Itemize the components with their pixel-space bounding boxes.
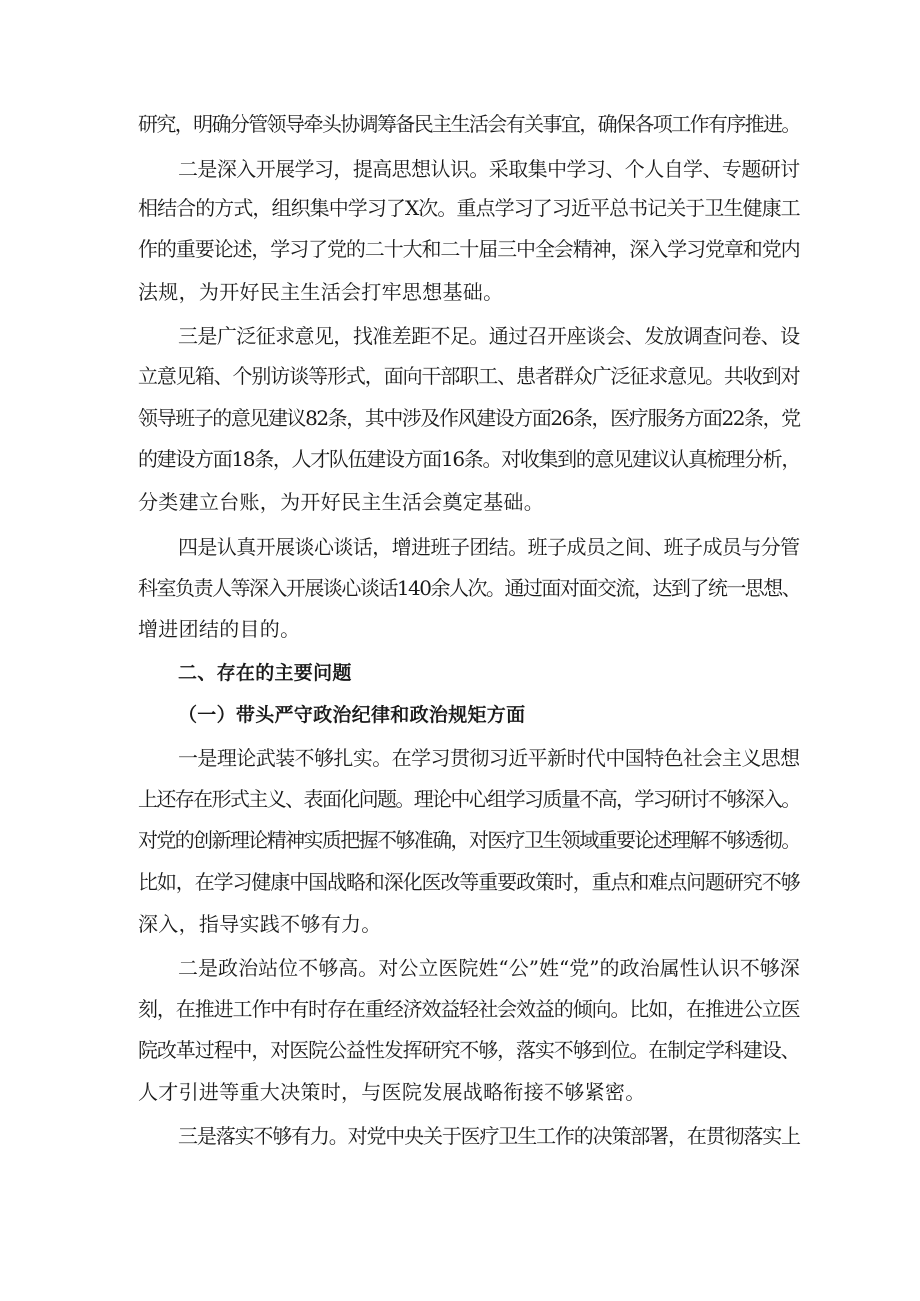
text-line: 分类建立台账，为开好民主生活会奠定基础。 [138, 490, 544, 514]
text-line: 增进团结的目的。 [138, 617, 301, 641]
text-line: 立意见箱、个别访谈等形式，面向干部职工、患者群众广泛征求意见。共收到对 [138, 364, 800, 388]
text-line: 三是广泛征求意见，找准差距不足。通过召开座谈会、发放调查问卷、设 [178, 324, 800, 348]
text-line: 相结合的方式，组织集中学习了X次。重点学习了习近平总书记关于卫生健康工 [138, 196, 800, 220]
section-heading: 二、存在的主要问题 [178, 662, 352, 684]
text-line: 二是深入开展学习，提高思想认识。采取集中学习、个人自学、专题研讨 [178, 157, 800, 181]
text-line: 深入，指导实践不够有力。 [138, 912, 382, 936]
text-line: 研究，明确分管领导牵头协调筹备民主生活会有关事宜，确保各项工作有序推进。 [138, 112, 800, 136]
subsection-heading: （一）带头严守政治纪律和政治规矩方面 [178, 704, 526, 726]
text-line: 刻，在推进工作中有时存在重经济效益轻社会效益的倾向。比如，在推进公立医 [138, 997, 800, 1021]
text-line: 科室负责人等深入开展谈心谈话140余人次。通过面对面交流，达到了统一思想、 [138, 576, 801, 600]
text-line: 上还存在形式主义、表面化问题。理论中心组学习质量不高，学习研讨不够深入。 [138, 787, 800, 811]
text-line: 作的重要论述，学习了党的二十大和二十届三中全会精神，深入学习党章和党内 [138, 237, 800, 261]
text-line: 院改革过程中，对医院公益性发挥研究不够，落实不够到位。在制定学科建设、 [138, 1038, 800, 1062]
text-line: 四是认真开展谈心谈话，增进班子团结。班子成员之间、班子成员与分管 [178, 535, 800, 559]
text-line: 一是理论武装不够扎实。在学习贯彻习近平新时代中国特色社会主义思想 [178, 746, 800, 770]
text-line: 三是落实不够有力。对党中央关于医疗卫生工作的决策部署，在贯彻落实上 [178, 1124, 800, 1148]
text-line: 人才引进等重大决策时，与医院发展战略衔接不够紧密。 [138, 1080, 646, 1104]
text-line: 对党的创新理论精神实质把握不够准确，对医疗卫生领域重要论述理解不够透彻。 [138, 828, 800, 852]
text-line: 二是政治站位不够高。对公立医院姓“公”姓“党”的政治属性认识不够深 [178, 956, 800, 980]
text-line: 法规，为开好民主生活会打牢思想基础。 [138, 280, 504, 304]
text-line: 比如，在学习健康中国战略和深化医改等重要政策时，重点和难点问题研究不够 [138, 870, 800, 894]
text-line: 领导班子的意见建议82条，其中涉及作风建设方面26条，医疗服务方面22条，党 [138, 406, 800, 430]
text-line: 的建设方面18条，人才队伍建设方面16条。对收集到的意见建议认真梳理分析， [138, 447, 800, 471]
